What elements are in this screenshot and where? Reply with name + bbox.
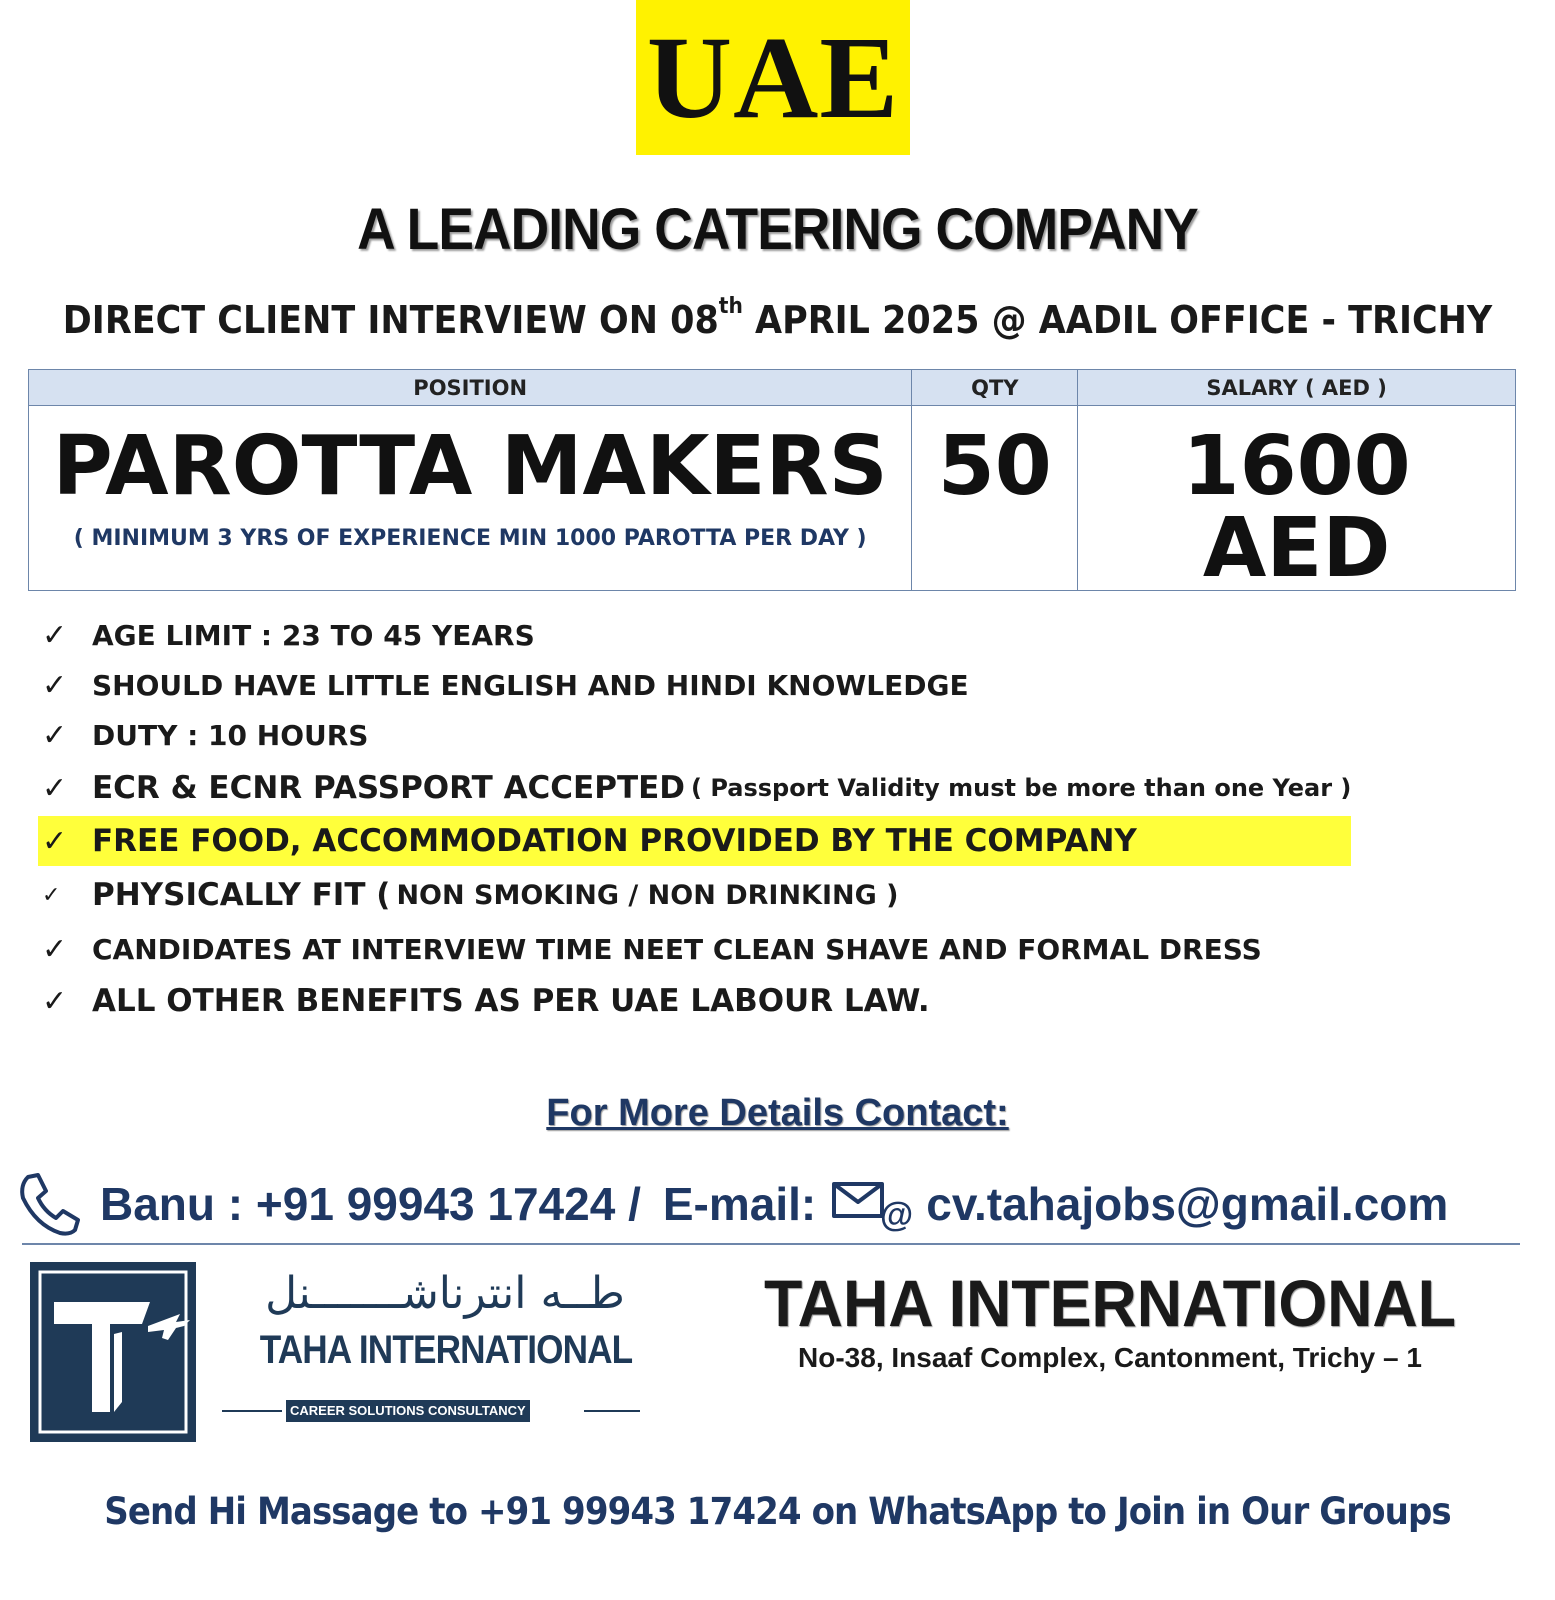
svg-text:@: @ [880, 1196, 914, 1234]
cell-position [29, 406, 912, 591]
requirement-text: FREE FOOD, ACCOMMODATION PROVIDED BY THE COMPANY [92, 823, 1137, 859]
check-icon: ✓ [42, 931, 68, 967]
list-item [42, 974, 1351, 1028]
job-table [28, 369, 1516, 596]
table-header-row [29, 370, 1516, 406]
logo-t-icon [30, 1262, 196, 1442]
requirement-text: ECR & ECNR PASSPORT ACCEPTED [92, 770, 686, 806]
check-icon: ✓ [42, 717, 68, 753]
header-salary: SALARY ( AED ) [1078, 370, 1516, 406]
mail-icon [828, 1176, 914, 1234]
requirement-text: PHYSICALLY FIT ( [92, 877, 391, 913]
contact-email[interactable]: cv.tahajobs@gmail.com [926, 1178, 1449, 1230]
contact-heading: For More Details Contact: [546, 1092, 1009, 1134]
requirements-list [42, 610, 1351, 1028]
check-icon: ✓ [42, 882, 61, 908]
position-title: PAROTTA MAKERS [52, 419, 888, 514]
brand-name: TAHA INTERNATIONAL [764, 1266, 1456, 1340]
contact-line [14, 1170, 1544, 1238]
requirement-text: AGE LIMIT : 23 TO 45 YEARS [92, 618, 535, 652]
whatsapp-footer: Send Hi Massage to +91 99943 17424 on WhatsApp to Join in Our Groups [104, 1490, 1451, 1533]
cell-salary [1078, 406, 1516, 596]
interview-date-suffix: th [718, 294, 743, 320]
logo-tagline: CAREER SOLUTIONS CONSULTANCY [286, 1400, 530, 1422]
check-icon: ✓ [42, 770, 68, 806]
list-item [42, 660, 1351, 710]
list-item [42, 760, 1351, 816]
header-position: POSITION [29, 370, 912, 406]
cell-qty [912, 406, 1078, 591]
requirement-text: CANDIDATES AT INTERVIEW TIME NEET CLEAN SHAVE AND FORMAL DRESS [92, 932, 1262, 966]
requirement-text: ALL OTHER BENEFITS AS PER UAE LABOUR LAW. [92, 983, 930, 1019]
requirement-extra: NON SMOKING / NON DRINKING ) [396, 879, 899, 911]
divider [22, 1243, 1520, 1245]
qty-value: 50 [937, 419, 1052, 514]
company-logo [30, 1262, 196, 1442]
list-item [42, 710, 1351, 760]
country-banner [636, 0, 910, 155]
list-item [42, 610, 1351, 660]
list-item [42, 924, 1351, 974]
interview-suffix: APRIL 2025 @ AADIL OFFICE - TRICHY [742, 298, 1493, 342]
email-label: E-mail: [662, 1178, 817, 1230]
interview-prefix: DIRECT CLIENT INTERVIEW ON 08 [62, 298, 719, 342]
phone-icon [14, 1171, 84, 1237]
check-icon: ✓ [42, 823, 68, 859]
country-title: UAE [646, 11, 900, 143]
salary-value: 1600 AED [1182, 419, 1411, 596]
tagline-rule-left [222, 1410, 282, 1412]
logo-company-name: TAHA INTERNATIONAL [259, 1328, 633, 1372]
requirement-text: SHOULD HAVE LITTLE ENGLISH AND HINDI KNOWLEDGE [92, 668, 969, 702]
requirement-text: DUTY : 10 HOURS [92, 718, 369, 752]
list-item [42, 866, 1351, 924]
check-icon: ✓ [42, 983, 68, 1019]
brand-address: No-38, Insaaf Complex, Cantonment, Trichy – 1 [798, 1342, 1422, 1373]
header-qty: QTY [912, 370, 1078, 406]
requirement-extra: ( Passport Validity must be more than one Year ) [691, 774, 1352, 802]
logo-arabic-text: طــه انترناشـــــــنل [265, 1268, 625, 1319]
list-item-highlighted [38, 816, 1351, 866]
position-note: ( MINIMUM 3 YRS OF EXPERIENCE MIN 1000 PAROTTA PER DAY ) [73, 526, 867, 551]
table-row [29, 406, 1516, 591]
contact-phone: Banu : +91 99943 17424 / [100, 1178, 641, 1230]
tagline-rule-right [584, 1410, 640, 1412]
company-heading: A LEADING CATERING COMPANY [357, 197, 1198, 262]
interview-info [62, 294, 1493, 342]
check-icon: ✓ [42, 617, 68, 653]
check-icon: ✓ [42, 667, 68, 703]
